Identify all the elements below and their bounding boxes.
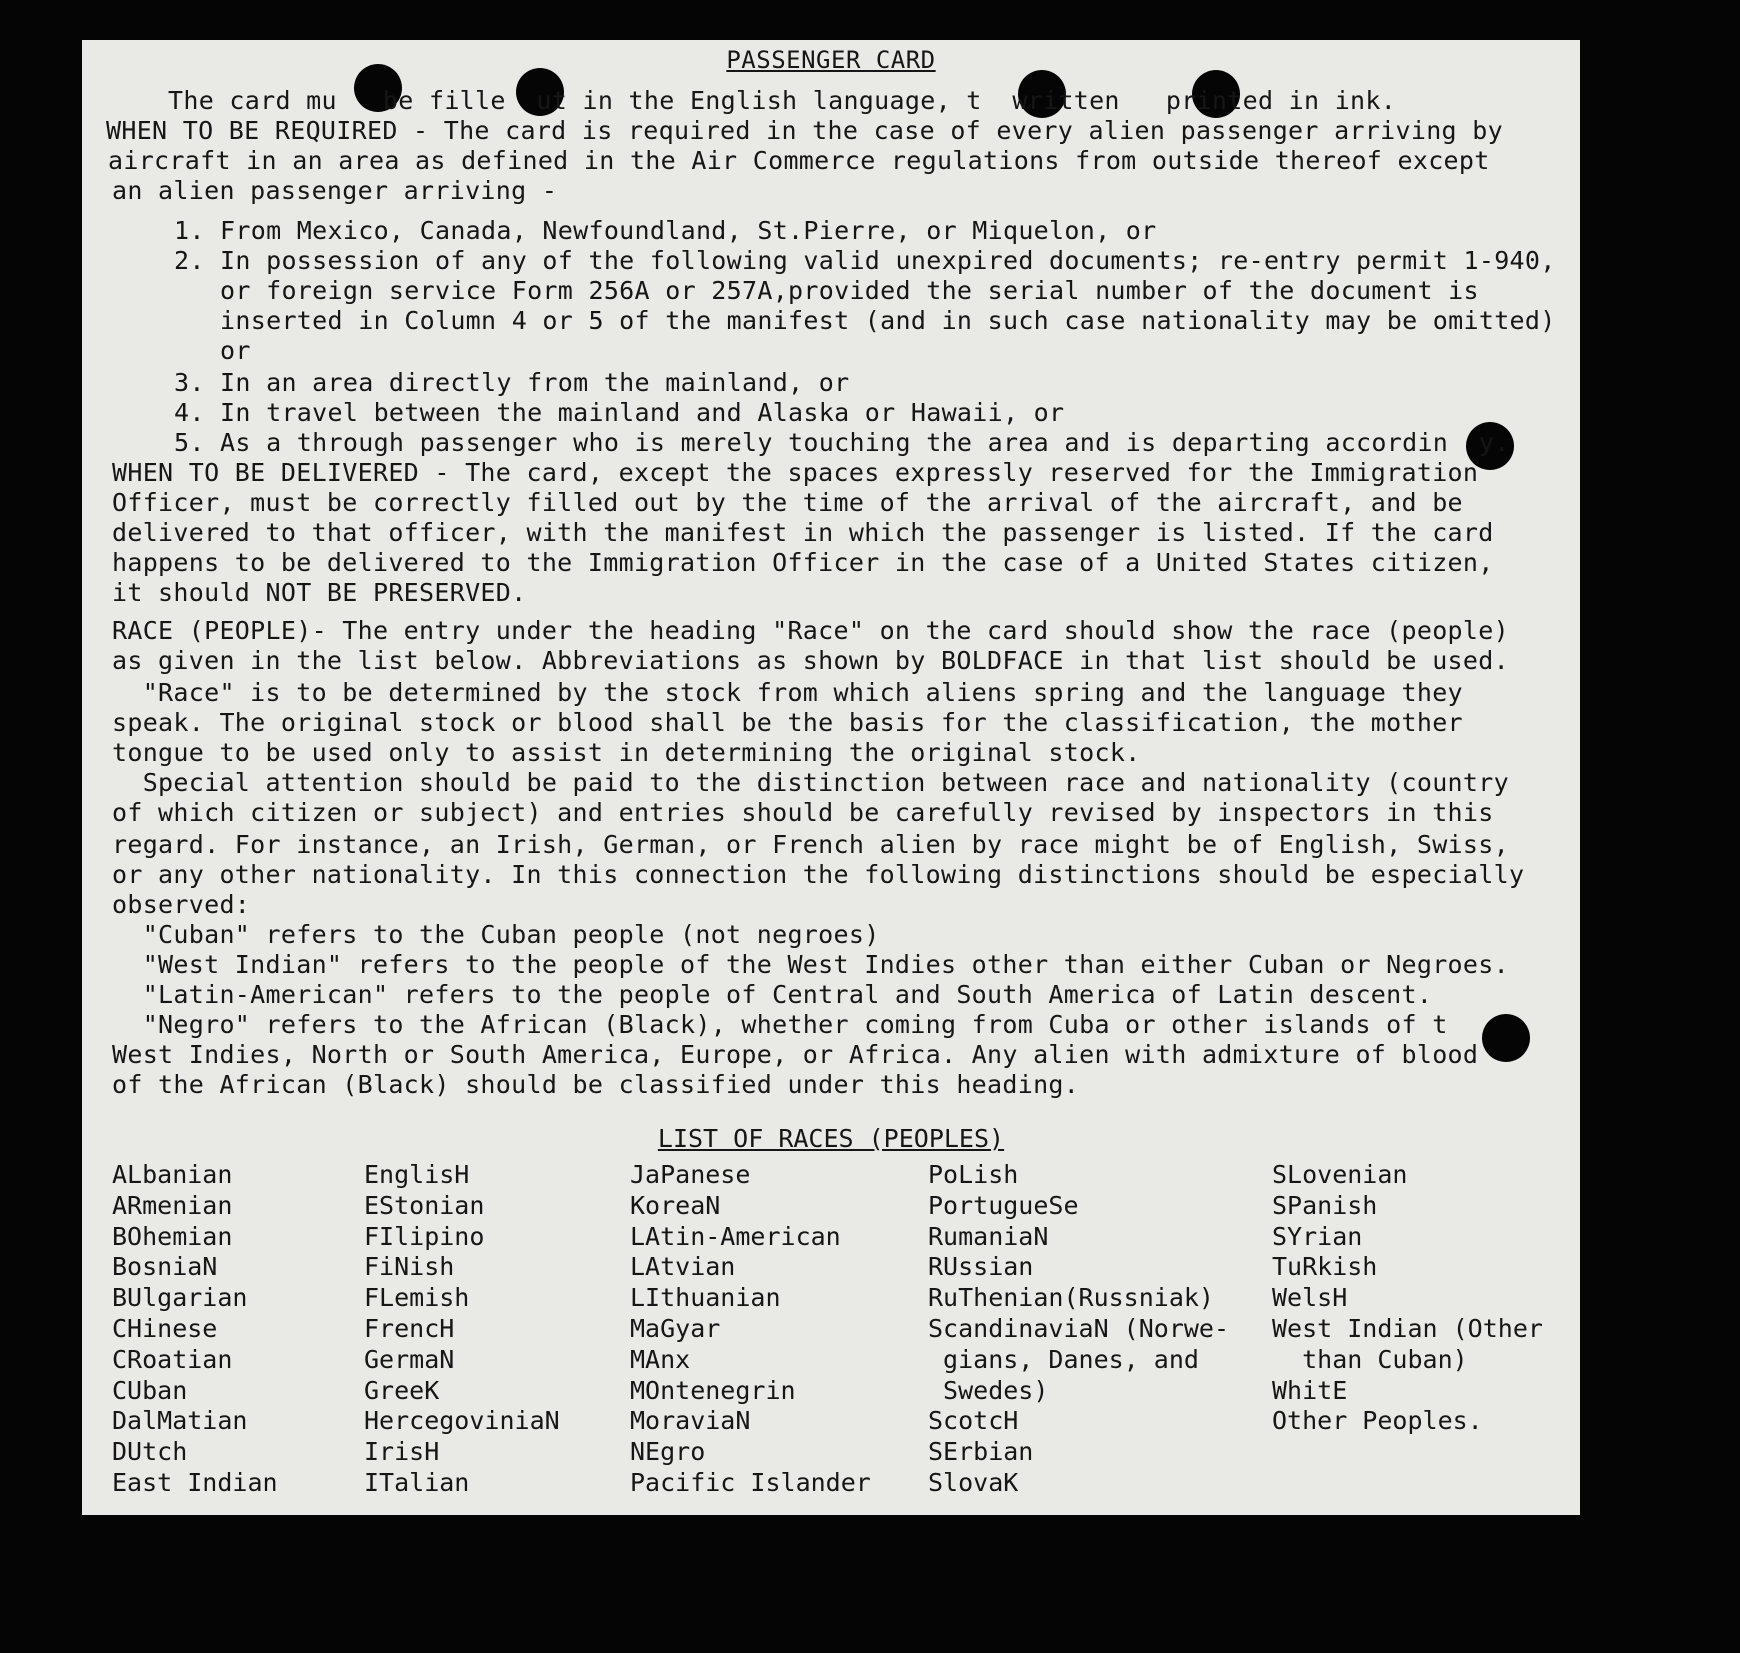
race-entry: GreeK xyxy=(364,1375,440,1405)
race-entry: KoreaN xyxy=(630,1190,721,1220)
passenger-card-sheet xyxy=(82,40,1580,1515)
race-entry: RUssian xyxy=(928,1252,1034,1282)
race-entry: SlovaK xyxy=(928,1467,1019,1497)
race-entry: East Indian xyxy=(112,1467,278,1497)
delivered-line: Officer, must be correctly filled out by the time of the arrival of the aircraft, and be xyxy=(112,488,1463,517)
race-entry: SLovenian xyxy=(1272,1160,1408,1189)
race-entry: RuThenian(Russniak) xyxy=(928,1283,1214,1313)
race-entry: ITalian xyxy=(364,1467,470,1497)
race-line: "Negro" refers to the African (Black), whether coming from Cuba or other islands of t xyxy=(112,1010,1448,1039)
race-entry: ALbanian xyxy=(112,1160,233,1189)
race-entry: JaPanese xyxy=(630,1160,751,1189)
required-item: 5. As a through passenger who is merely touching the area and is departing accordin y. xyxy=(174,428,1510,457)
races-column-1 xyxy=(112,1160,278,1499)
race-entry: ScotcH xyxy=(928,1406,1019,1436)
race-entry: PortugueSe xyxy=(928,1190,1079,1220)
race-entry: MOntenegrin xyxy=(630,1375,796,1405)
race-entry: RumaniaN xyxy=(928,1221,1049,1251)
required-item: 4. In travel between the mainland and Alaska or Hawaii, or xyxy=(174,398,1065,427)
race-entry: than Cuban) xyxy=(1272,1344,1468,1374)
race-entry: CUban xyxy=(112,1375,188,1405)
races-column-4 xyxy=(928,1160,1229,1499)
race-entry: EStonian xyxy=(364,1190,485,1220)
required-item: or foreign service Form 256A or 257A,provided the serial number of the document is xyxy=(174,276,1479,305)
race-line: of which citizen or subject) and entries should be carefully revised by inspectors in this xyxy=(112,798,1494,827)
race-entry: West Indian (Other xyxy=(1272,1313,1543,1343)
intro-line: an alien passenger arriving - xyxy=(112,176,558,205)
race-entry: LIthuanian xyxy=(630,1283,781,1313)
race-entry: WhitE xyxy=(1272,1375,1348,1405)
races-list-title: LIST OF RACES (PEOPLES) xyxy=(657,1124,1005,1153)
required-item: 3. In an area directly from the mainland, or xyxy=(174,368,850,397)
race-line: RACE (PEOPLE)- The entry under the heading "Race" on the card should show the race (people) xyxy=(112,616,1509,645)
race-line: regard. For instance, an Irish, German, or French alien by race might be of English, Swiss, xyxy=(112,830,1509,859)
race-entry: BosniaN xyxy=(112,1252,218,1282)
required-item: or xyxy=(174,336,251,365)
race-entry: PoLish xyxy=(928,1160,1019,1189)
intro-line: WHEN TO BE REQUIRED - The card is required in the case of every alien passenger arriving by xyxy=(106,116,1503,145)
race-line: Special attention should be paid to the distinction between race and nationality (country xyxy=(112,768,1509,797)
race-entry: BUlgarian xyxy=(112,1283,248,1313)
race-entry: FiNish xyxy=(364,1252,455,1282)
required-item: inserted in Column 4 or 5 of the manifest (and in such case nationality may be omitted) xyxy=(174,306,1556,335)
races-column-5 xyxy=(1272,1160,1543,1437)
intro-line: The card mu be fille ut in the English language, t written printed in ink. xyxy=(168,86,1397,115)
race-line: "Latin-American" refers to the people of Central and South America of Latin descent. xyxy=(112,980,1433,1009)
race-entry: CRoatian xyxy=(112,1344,233,1374)
required-item: 1. From Mexico, Canada, Newfoundland, St.Pierre, or Miquelon, or xyxy=(174,216,1157,245)
race-entry: FIlipino xyxy=(364,1221,485,1251)
required-item: 2. In possession of any of the following valid unexpired documents; re-entry permit 1-940, xyxy=(174,246,1556,275)
race-entry: BOhemian xyxy=(112,1221,233,1251)
race-entry: ScandinaviaN (Norwe- xyxy=(928,1313,1230,1343)
race-entry: SPanish xyxy=(1272,1190,1378,1220)
races-column-3 xyxy=(630,1160,871,1499)
race-entry: MAnx xyxy=(630,1344,691,1374)
race-entry: DalMatian xyxy=(112,1406,248,1436)
race-line: "Race" is to be determined by the stock from which aliens spring and the language they xyxy=(112,678,1463,707)
race-entry: SErbian xyxy=(928,1437,1034,1467)
race-line: of the African (Black) should be classified under this heading. xyxy=(112,1070,1080,1099)
race-entry: EnglisH xyxy=(364,1160,470,1189)
race-entry: NEgro xyxy=(630,1437,706,1467)
delivered-line: delivered to that officer, with the manifest in which the passenger is listed. If the card xyxy=(112,518,1494,547)
race-entry: Pacific Islander xyxy=(630,1467,871,1497)
race-entry: LAtin-American xyxy=(630,1221,841,1251)
race-line: speak. The original stock or blood shall be the basis for the classification, the mother xyxy=(112,708,1463,737)
race-entry: LAtvian xyxy=(630,1252,736,1282)
race-line: tongue to be used only to assist in determining the original stock. xyxy=(112,738,1141,767)
delivered-line: it should NOT BE PRESERVED. xyxy=(112,578,527,607)
delivered-line: WHEN TO BE DELIVERED - The card, except the spaces expressly reserved for the Immigration xyxy=(112,458,1479,487)
race-entry: gians, Danes, and xyxy=(928,1344,1199,1374)
page-title: PASSENGER CARD xyxy=(726,46,936,74)
race-entry: GermaN xyxy=(364,1344,455,1374)
race-line: "West Indian" refers to the people of the West Indies other than either Cuban or Negroes. xyxy=(112,950,1509,979)
race-line: observed: xyxy=(112,890,251,919)
race-entry: TuRkish xyxy=(1272,1252,1378,1282)
race-entry: MaGyar xyxy=(630,1313,721,1343)
race-entry: Other Peoples. xyxy=(1272,1406,1483,1436)
race-entry: ARmenian xyxy=(112,1190,233,1220)
race-entry: Swedes) xyxy=(928,1375,1049,1405)
race-entry: DUtch xyxy=(112,1437,188,1467)
race-entry: IrisH xyxy=(364,1437,440,1467)
race-entry: FLemish xyxy=(364,1283,470,1313)
races-column-2 xyxy=(364,1160,560,1499)
race-line: or any other nationality. In this connection the following distinctions should be especially xyxy=(112,860,1525,889)
race-line: "Cuban" refers to the Cuban people (not negroes) xyxy=(112,920,880,949)
race-entry: CHinese xyxy=(112,1313,218,1343)
race-line: as given in the list below. Abbreviations as shown by BOLDFACE in that list should be used. xyxy=(112,646,1509,675)
punch-hole xyxy=(1482,1014,1530,1062)
race-entry: SYrian xyxy=(1272,1221,1363,1251)
race-entry: WelsH xyxy=(1272,1283,1348,1313)
delivered-line: happens to be delivered to the Immigration Officer in the case of a United States citizen, xyxy=(112,548,1494,577)
race-line: West Indies, North or South America, Europe, or Africa. Any alien with admixture of blood xyxy=(112,1040,1479,1069)
race-entry: FrencH xyxy=(364,1313,455,1343)
race-entry: HercegoviniaN xyxy=(364,1406,560,1436)
intro-line: aircraft in an area as defined in the Air Commerce regulations from outside thereof except xyxy=(108,146,1490,175)
race-entry: MoraviaN xyxy=(630,1406,751,1436)
